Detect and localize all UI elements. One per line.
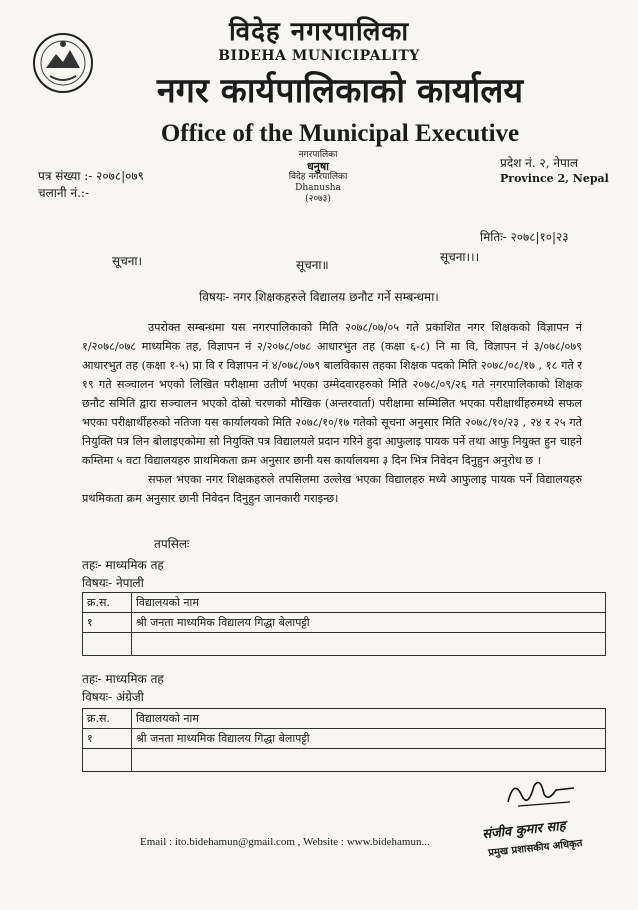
office-stamp: नगरपालिका धनुषा विदेह नगरपालिका Dhanusha (२०७३)	[288, 150, 348, 204]
col-school-header: विद्यालयको नाम	[132, 593, 606, 613]
table-row-empty	[83, 633, 606, 656]
municipality-name-en: BIDEHA MUNICIPALITY	[218, 48, 420, 64]
notice-label-2: सूचना॥	[296, 258, 329, 272]
letter-body	[82, 318, 582, 508]
school-table-english	[82, 708, 606, 772]
table-header-row	[83, 709, 606, 729]
table-header-row	[83, 593, 606, 613]
table-row	[83, 613, 606, 633]
row-school-name: श्री जनता माध्यमिक विद्यालय गिद्धा बेलापट्टी	[132, 613, 606, 633]
notice-label-3: सूचना।।।	[440, 250, 480, 264]
table-row	[83, 729, 606, 749]
notice-label-1: सूचना।	[112, 254, 143, 268]
letter-number: पत्र संख्या :- २०७८|०७९	[38, 169, 144, 183]
section-2-subject: विषयः- अंग्रेजी	[82, 690, 144, 704]
province-en: Province 2, Nepal	[500, 172, 609, 185]
signatory-name: संजीव कुमार साह	[481, 818, 567, 843]
school-table-nepali	[82, 592, 606, 656]
table-row-empty	[83, 749, 606, 772]
row-serial: १	[83, 729, 132, 749]
office-name-ne: नगर कार्यपालिकाको कार्यालय	[156, 71, 524, 111]
dispatch-number: चलानी नं.:-	[38, 186, 90, 200]
reference-block	[38, 168, 144, 202]
row-school-name: श्री जनता माध्यमिक विद्यालय गिद्धा बेलापट्टी	[132, 729, 606, 749]
body-paragraph-2: सफल भएका नगर शिक्षकहरुले तपसिलमा उल्लेख भएका विद्यालहरु मध्ये आफुलाइ पायक पर्ने विद्यालयहरु प्रथमिकता क्रम अनुसार छानी निवेदन दिनुहुन जानकारी गराइन्छ।	[82, 473, 582, 505]
footer-contact: Email : ito.bidehamun@gmail.com , Website : www.bidehamun...	[140, 836, 430, 848]
col-serial-header: क्र.स.	[83, 593, 132, 613]
section-2-level: तहः- माध्यमिक तह	[82, 672, 164, 686]
col-serial-header: क्र.स.	[83, 709, 132, 729]
municipality-name-ne: विदेह नगरपालिका	[228, 17, 410, 47]
section-1-level: तहः- माध्यमिक तह	[82, 558, 164, 572]
province-block	[500, 155, 609, 187]
province-ne: प्रदेश नं. २, नेपाल	[500, 156, 579, 170]
details-heading: तपसिलः	[154, 537, 190, 551]
body-paragraph-1: उपरोक्त सम्बन्धमा यस नगरपालिकाको मिति २०७८/०७/०५ गते प्रकाशित नगर शिक्षकको विज्ञापन नं १/२०७८/०७८ माध्यमिक तह, विज्ञापन नं २/२०७८/०७८ आधारभुत तह (कक्षा ६-८) नि मा वि, विज्ञापन नं ३/०७८/०७९ आधारभुत तह (कक्षा १-५) प्रा वि र विज्ञापन नं ४/०७८/०७९ बालविकास तहका शिक्षक पदको मिति २०७८/०८/१७ , १८ गते र १९ गते सञ्चालन भएको लिखित परीक्षामा उतीर्ण भएका उम्मेदवारहरुको मिति २०७८/०९/२६ गते नगरपालिकाको शिक्षक छनौट समिति द्वारा सञ्चालन भएको दोस्रो चरणको मौखिक (अन्तरवार्ता) परीक्षामा सम्मिलित भएका परीक्षार्थीहरुमध्ये सफल भएका परीक्षार्थीहरुको नतिजा यस कार्यालयको मिति २०७८/१०/१७ गतेको सूचना अनुसार मिति २०७८/१०/२३ , २४ र २५ गते नियुक्ति पत्र लिन बोलाइएकोमा सो नियुक्ति पत्र विद्यालयले प्रदान गरिने हुदा आफुलाइ पायक पर्ने तथा आफु नियुक्त हुन चाहने कम्तिमा ५ वटा विद्यालयहरु प्राथमिकता क्रम अनुसार छानी यस कार्यालयमा ३ दिन भित्र निवेदन दिनुहुन अनुरोध छ ।	[82, 321, 582, 467]
signatory-title: प्रमुख प्रशासकीय अधिकृत	[487, 838, 583, 859]
office-name-en: Office of the Municipal Executive	[160, 120, 520, 147]
col-school-header: विद्यालयको नाम	[132, 709, 606, 729]
letter-date: मितिः- २०७८|१०|२३	[480, 230, 569, 244]
subject-line: विषयः- नगर शिक्षकहरुले विद्यालय छनौट गर्ने सम्बन्धमा।	[199, 290, 439, 304]
section-1-subject: विषयः- नेपाली	[82, 576, 144, 590]
signature-icon	[478, 772, 608, 812]
row-serial: १	[83, 613, 132, 633]
